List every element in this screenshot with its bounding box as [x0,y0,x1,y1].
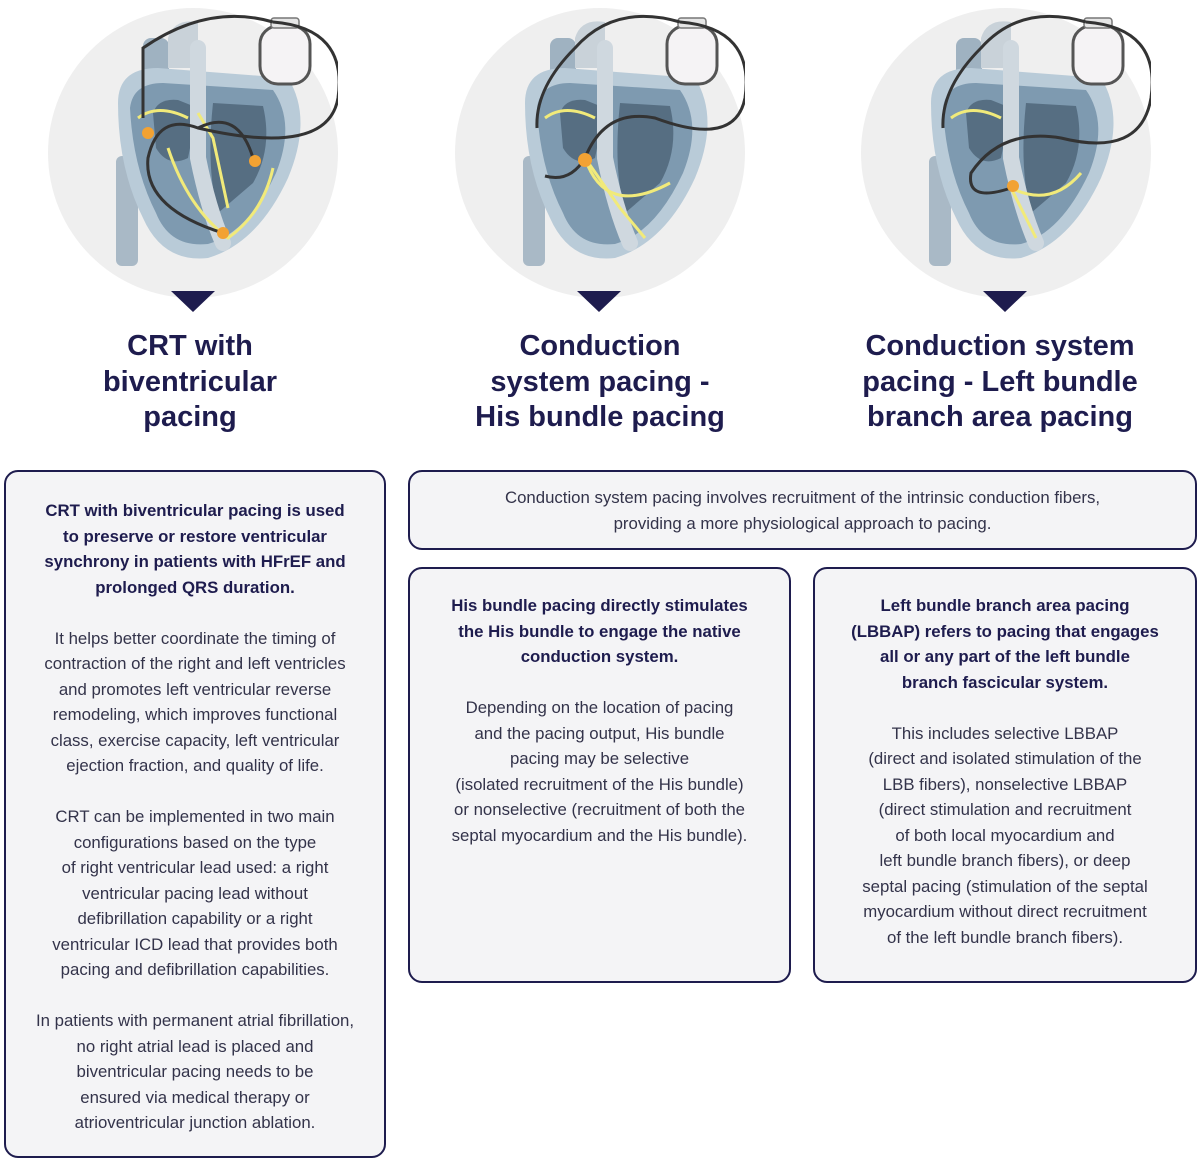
his-detail-paragraph [410,695,789,848]
text-line: pacing may be selective [509,749,690,768]
crt-description-box [4,470,386,1158]
text-line: of both local myocardium and [895,825,1115,845]
text-line: of the left bundle branch fibers). [886,927,1123,947]
lbbap-summary [815,593,1195,695]
text-line: (direct and isolated stimulation of the [868,749,1142,768]
text-line: It helps better coordinate the timing of [54,628,336,648]
crt-pointer-arrow [171,291,215,312]
text-line: prolonged QRS duration. [95,577,295,597]
heart-crt-biventricular-pacing-icon [48,8,338,298]
crt-summary [6,498,384,600]
text-line: ejection fraction, and quality of life. [66,756,324,775]
text-line: pacing and defibrillation capabilities. [60,960,330,979]
csp-summary-text [410,485,1195,536]
text-line: CRT can be implemented in two main [55,807,335,826]
text-line: LBB fibers), nonselective LBBAP [882,774,1128,794]
text-line: septal myocardium and the His bundle). [451,825,748,845]
his-title-line: Conduction [519,330,681,362]
lbbap-detail-paragraph [815,721,1195,951]
text-line: defibrillation capability or a right [77,909,313,928]
text-line: ventricular pacing lead without [82,883,308,903]
text-line: (direct stimulation and recruitment [878,800,1132,819]
text-line: or nonselective (recruitment of both the [453,800,746,819]
his-summary [410,593,789,670]
text-line: to preserve or restore ventricular [63,526,327,546]
crt-title-line: CRT with [127,330,253,362]
his-description-box [408,567,791,983]
lbbap-pointer-arrow [983,291,1027,312]
text-line: all or any part of the left bundle [880,647,1130,666]
text-line: In patients with permanent atrial fibrillation, [35,1011,355,1030]
text-line: synchrony in patients with HFrEF and [44,552,346,571]
text-line: ensured via medical therapy or [80,1087,310,1107]
lbbap-title [845,329,1155,436]
text-line: (isolated recruitment of the His bundle) [455,774,744,794]
crt-title-line: biventricular [102,365,278,398]
text-line: CRT with biventricular pacing is used [45,501,345,520]
text-line: This includes selective LBBAP [891,723,1119,743]
text-line: class, exercise capacity, left ventricular [50,730,340,750]
his-title-line: His bundle pacing [475,401,725,433]
text-line: biventricular pacing needs to be [76,1062,314,1081]
text-line: (LBBAP) refers to pacing that engages [851,621,1159,641]
crt-title [40,329,340,436]
crt-benefits-paragraph [6,626,384,779]
text-line: conduction system. [520,647,679,666]
his-title [440,329,760,436]
heart-his-bundle-pacing-icon [455,8,745,298]
crt-title-line: pacing [143,401,237,433]
text-line: configurations based on the type [73,832,317,852]
text-line: His bundle pacing directly stimulates [451,596,748,615]
his-pointer-arrow [577,291,621,312]
text-line: branch fascicular system. [901,672,1109,692]
crt-illustration-circle [48,8,338,298]
text-line: myocardium without direct recruitment [863,902,1147,921]
text-line: atrioventricular junction ablation. [74,1113,316,1132]
text-line: Depending on the location of pacing [465,698,734,717]
text-line: providing a more physiological approach to pacing. [613,513,992,533]
text-line: left bundle branch fibers), or deep [879,851,1131,870]
his-title-line: system pacing - [490,365,710,398]
text-line: septal pacing (stimulation of the septal [862,876,1148,896]
lbbap-title-line: pacing - Left bundle [862,365,1138,398]
lbbap-title-line: branch area pacing [867,401,1133,433]
text-line: and promotes left ventricular reverse [58,679,332,699]
heart-lbbap-icon [861,8,1151,298]
lbbap-illustration-circle [861,8,1151,298]
crt-configurations-paragraph [6,804,384,983]
text-line: and the pacing output, His bundle [474,723,725,743]
text-line: remodeling, which improves functional [52,705,338,724]
text-line: Conduction system pacing involves recruitment of the intrinsic conduction fibers, [504,488,1101,507]
text-line: no right atrial lead is placed and [76,1036,314,1056]
text-line: ventricular ICD lead that provides both [52,934,338,954]
csp-summary-box [408,470,1197,550]
lbbap-description-box [813,567,1197,983]
crt-atrial-fibrillation-paragraph [6,1008,384,1136]
text-line: contraction of the right and left ventricles [44,654,346,673]
text-line: the His bundle to engage the native [458,621,741,641]
his-illustration-circle [455,8,745,298]
lbbap-title-line: Conduction system [865,330,1135,362]
text-line: of right ventricular lead used: a right [61,858,329,877]
text-line: Left bundle branch area pacing [880,596,1130,615]
